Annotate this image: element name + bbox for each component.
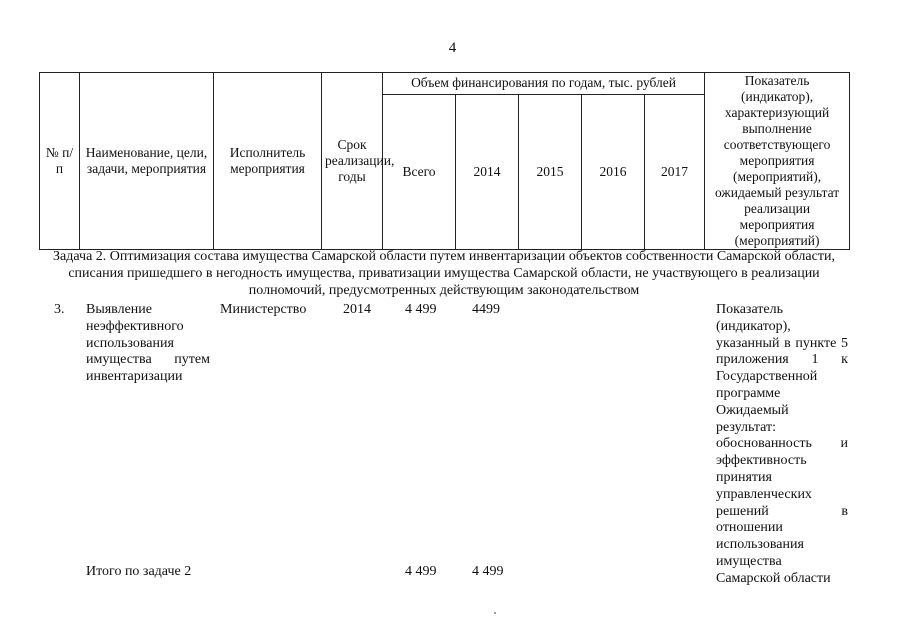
row-number: 3. — [54, 302, 65, 317]
header-term: Срок реализации, годы — [322, 73, 383, 250]
header-year-2014: 2014 — [456, 94, 519, 249]
header-executor: Исполнитель мероприятия — [214, 73, 322, 250]
header-num: № п/п — [40, 73, 80, 250]
itogo-total: 4 499 — [405, 564, 437, 579]
row-activity-name: Выявление неэффективного использования имущества путем инвентаризации — [86, 302, 210, 385]
header-year-2017: 2017 — [645, 94, 705, 249]
row-expected-result: Ожидаемый результат: обоснованность и эффективность принятия управленческих решений в отношении использования имущества Самарской области — [716, 402, 848, 586]
header-indicator: Показатель (индикатор), характеризующий выполнение соответствующего мероприятия (мероприятий), ожидаемый результат реализации мероприятия (мероприятий) — [705, 73, 850, 250]
header-total: Всего — [383, 94, 456, 249]
row-executor: Министерство — [220, 302, 307, 317]
itogo-label: Итого по задаче 2 — [86, 564, 192, 579]
scan-dot — [494, 612, 496, 614]
page-number: 4 — [448, 40, 457, 56]
header-name: Наименование, цели, задачи, мероприятия — [80, 73, 214, 250]
task-title: Задача 2. Оптимизация состава имущества Самарской области путем инвентаризации объектов собственности Самарской области, списания пришедшего в негодность имущества, приватизации имущества Самарской области, не участвующего в реализации полномочий, предусмотренных действующим законодательством — [53, 249, 835, 298]
header-funding-group: Объем финансирования по годам, тыс. рублей — [383, 73, 705, 95]
row-term: 2014 — [343, 302, 371, 317]
row-indicator-reference: Показатель (индикатор), указанный в пункте 5 приложения 1 к Государственной программе — [716, 302, 848, 401]
row-year-2014: 4499 — [472, 302, 500, 317]
header-year-2016: 2016 — [582, 94, 645, 249]
row-total: 4 499 — [405, 302, 437, 317]
itogo-year-2014: 4 499 — [472, 564, 504, 579]
row-indicator — [716, 302, 848, 588]
header-year-2015: 2015 — [519, 94, 582, 249]
program-table-header — [39, 72, 850, 250]
